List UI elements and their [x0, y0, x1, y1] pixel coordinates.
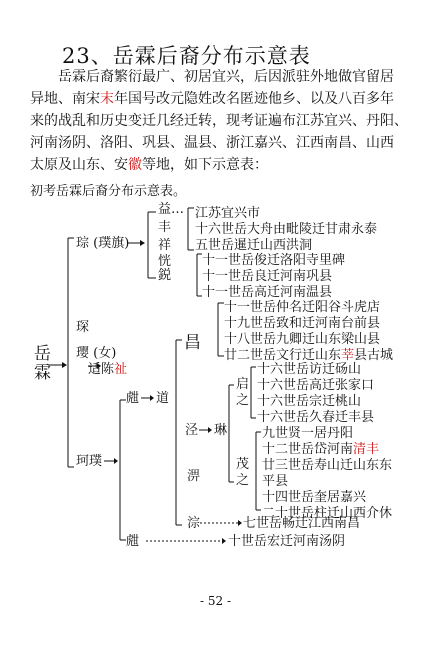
highlight-text: 祉 [114, 362, 128, 377]
intro-line: 异地、南宋末年国号改元隐姓改名匿迹他乡、以及八百多年 [30, 91, 394, 107]
tree-leaf: 廿二世岳文行迁山东莘县古城 [224, 348, 394, 363]
highlight-text: 徽 [128, 157, 142, 173]
page-title: 23、岳霖后裔分布示意表 [62, 44, 311, 68]
tree-leaf: 十六世岳大舟由毗陵迁甘肃永泰 [195, 222, 378, 237]
tree-node: 恍 [158, 254, 172, 269]
tree-node: 茂 [236, 457, 250, 472]
tree-node: 甝 [126, 534, 140, 549]
tree-node: 琮 (璞旗) [76, 236, 130, 251]
tree-leaf: 十世岳宏迁河南汤阴 [228, 534, 346, 549]
page-number: - 52 - [200, 594, 232, 608]
tree-root: 霖 [34, 363, 51, 383]
tree-node: 珂璞 [76, 454, 103, 469]
tree-leaf: 五世岳暹迁山西洪洞 [195, 238, 313, 253]
tree-leaf: 十六世岳宗迁桃山 [257, 394, 362, 409]
tree-root: 岳 [34, 344, 51, 364]
tree-leaf: 十一世岳仲名迁阳谷斗虎店 [224, 300, 381, 315]
tree-node: 璎 (女) [76, 346, 117, 361]
tree-node: 琳 [214, 423, 228, 438]
tree-leaf: 廿三世岳寿山迁山东东 [262, 458, 393, 473]
intro-line: 太原及山东、安徽等地，如下示意表： [30, 157, 268, 173]
intro-line: 来的战乱和历史变迁几经迁转，现考证遍布江苏宜兴、丹阳、 [30, 113, 408, 129]
tree-leaf: 十九世岳致和迁河南台前县 [224, 316, 381, 331]
tree-leaf: 二十世岳柱迁山西介休 [262, 506, 393, 521]
tree-node: 适陈祉 [88, 362, 128, 377]
tree-node: 鋭 [158, 268, 172, 283]
tree-node: 淠 [187, 469, 201, 484]
tree-node: 之 [236, 393, 250, 408]
intro-line: 河南汤阴、洛阳、巩县、温县、浙江嘉兴、江西南昌、山西 [30, 135, 394, 151]
tree-node: 道 [156, 391, 170, 406]
tree-leaf: 十四世岳奎居嘉兴 [262, 490, 367, 505]
intro-line: 岳霖后裔繁衍最广、初居宜兴，后因派驻外地做官留居 [58, 69, 394, 85]
tree-leaf: 十一世岳高迁河南温县 [202, 285, 333, 300]
tree-node: 琛 [76, 320, 90, 335]
tree-leaf: 十一世岳俊迁洛阳寺里碑 [202, 253, 346, 268]
tree-leaf: 江苏宜兴市 [195, 206, 261, 221]
highlight-text: 末 [100, 91, 114, 107]
tree-node: 泾 [185, 423, 199, 438]
table-subtitle: 初考岳霖后裔分布示意表。 [30, 184, 187, 199]
tree-leaf: 平县 [262, 474, 289, 489]
highlight-text: 清丰 [353, 442, 380, 457]
tree-leaf: 十一世岳良迁河南巩县 [202, 269, 333, 284]
tree-leaf: 九世贤一居丹阳 [262, 426, 354, 441]
tree-leaf: 十二世岳岱河南清丰 [262, 442, 380, 457]
tree-leaf: 七世岳畅迁江西南昌 [243, 516, 361, 531]
tree-node: 甝 [126, 391, 140, 406]
tree-node: 淙 [187, 516, 201, 531]
tree-leaf: 十八世岳九卿迁山东梁山县 [224, 332, 381, 347]
tree-node: 之 [236, 473, 250, 488]
tree-node: 启 [236, 377, 250, 392]
tree-node: 益… [158, 202, 185, 217]
highlight-text: 莘 [341, 348, 355, 363]
tree-node: 昌 [184, 333, 201, 353]
tree-node: 丰 [158, 220, 172, 235]
tree-leaf: 十六世岳高迁张家口 [257, 378, 375, 393]
tree-leaf: 十六世岳久春迁丰县 [257, 410, 375, 425]
tree-leaf: 十六世岳访迁砀山 [257, 362, 362, 377]
tree-node: 祥 [158, 238, 172, 253]
